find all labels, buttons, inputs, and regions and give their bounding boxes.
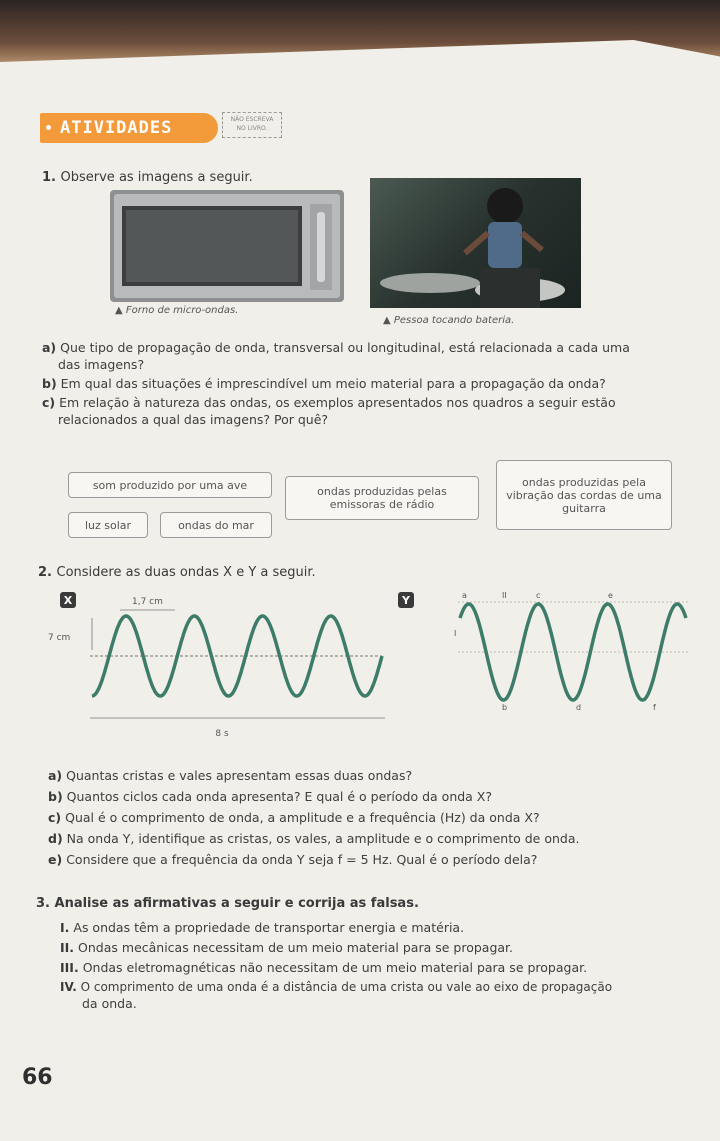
q2-item-e: e) Considere que a frequência da onda Y seja f = 5 Hz. Qual é o período dela? — [48, 852, 538, 867]
wave-y-label-f: f — [653, 703, 656, 712]
q3-item-iii: III. Ondas eletromagnéticas não necessitam de um meio material para se propagar. — [60, 960, 588, 975]
wave-y-curve — [460, 604, 686, 700]
q3-item-iv-cont: da onda. — [82, 996, 137, 1011]
q1-item-a-cont: das imagens? — [58, 357, 145, 372]
wave-x-wavelength-label: 1,7 cm — [132, 597, 163, 607]
wave-y-diagram — [398, 588, 698, 718]
wave-x-time-label: 8 s — [215, 729, 229, 739]
wave-y-label-e: e — [608, 591, 613, 600]
q1-item-c-cont: relacionados a qual das imagens? Por quê? — [58, 412, 329, 427]
wave-x-amplitude-label: 7 cm — [48, 633, 71, 643]
box-bird-sound: som produzido por uma ave — [68, 472, 272, 498]
q2-item-c: c) Qual é o comprimento de onda, a amplitude e a frequência (Hz) da onda X? — [48, 810, 540, 825]
q3-item-i: I. As ondas têm a propriedade de transportar energia e matéria. — [60, 920, 465, 935]
wave-y-label-b: b — [502, 703, 508, 712]
drummer-illustration — [370, 178, 581, 308]
caption-drummer: ▲ Pessoa tocando bateria. — [383, 315, 515, 326]
q2-items — [48, 768, 688, 867]
q1-items — [42, 340, 682, 427]
wave-y-label-d: d — [576, 703, 582, 712]
wave-y-label-c: c — [536, 591, 541, 600]
microwave-image — [110, 190, 344, 302]
question-2: 2. Considere as duas ondas X e Y a seguir. — [38, 565, 316, 580]
page-number: 66 — [22, 1065, 53, 1090]
box-sea-waves: ondas do mar — [160, 512, 272, 538]
box-sunlight: luz solar — [68, 512, 148, 538]
q1-item-b: b) Em qual das situações é imprescindível um meio material para a propagação da onda? — [42, 376, 606, 391]
box-radio-waves: ondas produzidas pelas emissoras de rádio — [285, 476, 479, 520]
question-1: 1. Observe as imagens a seguir. — [42, 170, 253, 185]
drummer-image — [370, 178, 581, 308]
wave-x-diagram — [48, 588, 390, 743]
question-3: 3. Analise as afirmativas a seguir e corrija as falsas. — [36, 896, 419, 911]
wave-y-label-a: a — [462, 591, 467, 600]
wave-y-label-i: I — [454, 629, 457, 638]
section-title: ATIVIDADES — [60, 118, 173, 138]
wave-y-tag: Y — [402, 594, 410, 607]
wave-x-tag: X — [63, 594, 73, 607]
wave-y-label-ii: II — [502, 591, 507, 600]
section-badge — [40, 113, 218, 143]
q2-item-d: d) Na onda Y, identifique as cristas, os vales, a amplitude e o comprimento de onda. — [48, 831, 580, 846]
q3-items — [60, 920, 700, 1011]
q2-item-a: a) Quantas cristas e vales apresentam essas duas ondas? — [48, 768, 413, 783]
q1-item-a: a) Que tipo de propagação de onda, transversal ou longitudinal, está relacionada a cada uma — [42, 340, 630, 355]
q2-item-b: b) Quantos ciclos cada onda apresenta? E qual é o período da onda X? — [48, 789, 493, 804]
q1-item-c: c) Em relação à natureza das ondas, os exemplos apresentados nos quadros a seguir estão — [42, 395, 616, 410]
no-write-stamp: NÃO ESCREVA NO LIVRO. — [222, 112, 282, 138]
box-guitar-waves: ondas produzidas pela vibração das cordas de uma guitarra — [496, 460, 672, 530]
bullet-icon — [46, 125, 51, 130]
q3-item-ii: II. Ondas mecânicas necessitam de um meio material para se propagar. — [60, 940, 514, 955]
caption-microwave: ▲ Forno de micro-ondas. — [115, 305, 239, 316]
microwave-illustration — [110, 190, 344, 302]
q3-item-iv: IV. O comprimento de uma onda é a distância de uma crista ou vale ao eixo de propagação — [60, 980, 613, 994]
